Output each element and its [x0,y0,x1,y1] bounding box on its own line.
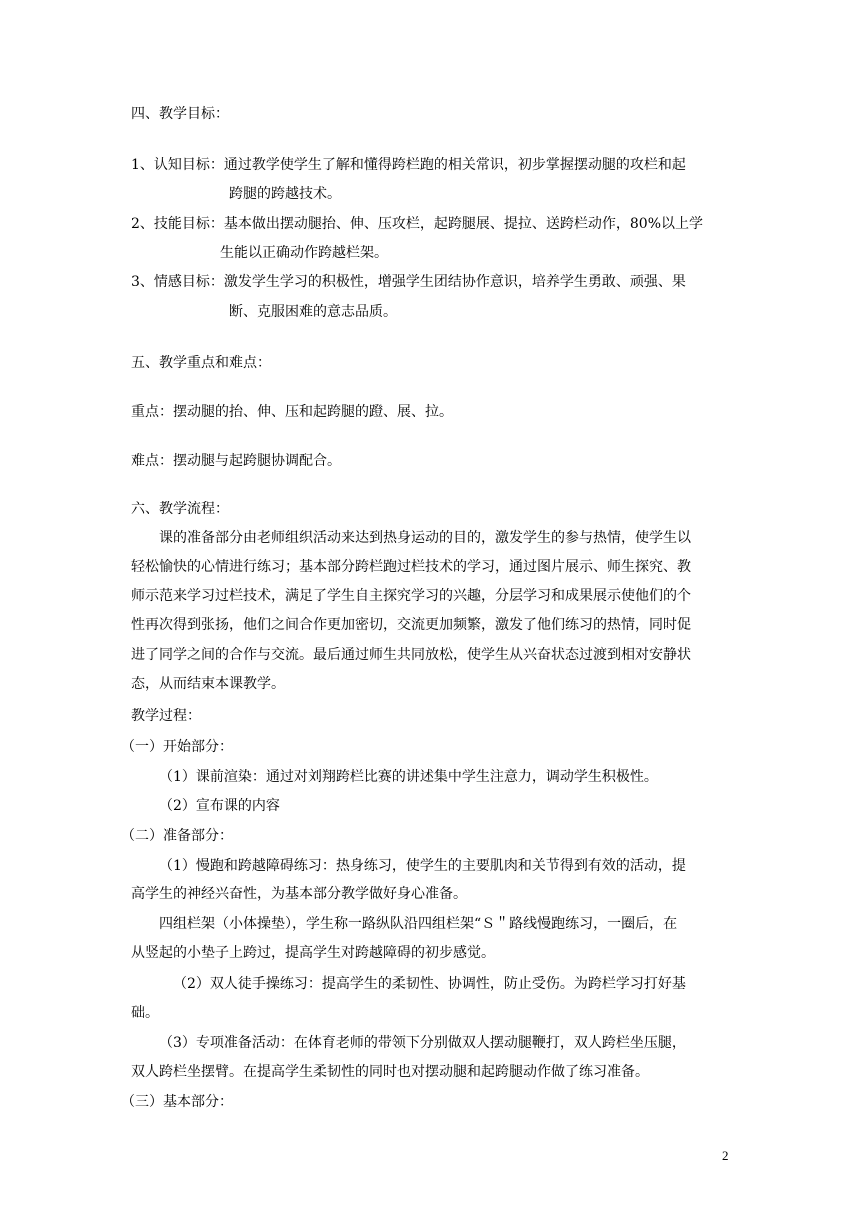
part2-heading: （二）准备部分： [121,828,233,844]
flow-paragraph-line: 态，从而结束本课教学。 [131,676,285,692]
part1-item1: （1）课前渲染：通过对刘翔跨栏比赛的讲述集中学生注意力，调动学生积极性。 [159,769,658,785]
flow-paragraph-line: 课的准备部分由老师组织活动来达到热身运动的目的，激发学生的参与热情，使学生以 [159,530,691,546]
part2-para-line1: 四组栏架（小体操垫），学生称一路纵队沿四组栏架“Ｓ＂路线慢跑练习，一圈后，在 [159,916,678,932]
goal-skill-line1: 2、技能目标：基本做出摆动腿抬、伸、压攻栏，起跨腿展、提拉、送跨栏动作，80%以上学 [131,216,704,232]
page-number: 2 [722,1148,729,1163]
part2-item1-line1: （1）慢跑和跨越障碍练习：热身练习，使学生的主要肌肉和关节得到有效的活动，提 [159,858,686,874]
part2-item3-line1: （3）专项准备活动：在体育老师的带领下分别做双人摆动腿鞭打，双人跨栏坐压腿， [159,1035,686,1051]
difficulty-text: 难点：摆动腿与起跨腿协调配合。 [131,453,341,469]
part2-item1-line2: 高学生的神经兴奋性，为基本部分教学做好身心准备。 [131,886,467,902]
part1-item2: （2）宣布课的内容 [159,798,280,814]
section-heading-teaching-flow: 六、教学流程： [131,501,229,517]
part2-item3-line2: 双人跨栏坐摆臂。在提高学生柔韧性的同时也对摆动腿和起跨腿动作做了练习准备。 [131,1064,649,1080]
part2-item2-line2: 础。 [131,1005,159,1021]
part3-heading: （三）基本部分： [121,1094,233,1110]
flow-paragraph-line: 轻松愉快的心情进行练习；基本部分跨栏跑过栏技术的学习，通过图片展示、师生探究、教 [131,559,691,575]
process-heading: 教学过程： [131,708,201,724]
part2-item2-line1: （2）双人徒手操练习：提高学生的柔韧性、协调性，防止受伤。为跨栏学习打好基 [173,976,686,992]
goal-cognitive-line1: 1、认知目标：通过教学使学生了解和懂得跨栏跑的相关常识，初步掌握摆动腿的攻栏和起 [131,157,686,173]
flow-paragraph-line: 性再次得到张扬，他们之间合作更加密切，交流更加频繁，激发了他们练习的热情，同时促 [131,617,691,633]
goal-cognitive-line2: 跨腿的跨越技术。 [229,186,341,202]
key-point-text: 重点：摆动腿的抬、伸、压和起跨腿的蹬、展、拉。 [131,404,453,420]
section-heading-teaching-goals: 四、教学目标： [131,106,229,122]
goal-emotional-line1: 3、情感目标：激发学生学习的积极性，增强学生团结协作意识，培养学生勇敢、顽强、果 [131,274,686,290]
goal-skill-line2: 生能以正确动作跨越栏架。 [220,245,388,261]
section-heading-key-difficult: 五、教学重点和难点： [131,355,271,371]
goal-emotional-line2: 断、克服困难的意志品质。 [229,304,397,320]
flow-paragraph-line: 师示范来学习过栏技术，满足了学生自主探究学习的兴趣，分层学习和成果展示使他们的个 [131,588,691,604]
flow-paragraph-line: 进了同学之间的合作与交流。最后通过师生共同放松，使学生从兴奋状态过渡到相对安静状 [131,647,691,663]
part1-heading: （一）开始部分： [121,739,233,755]
part2-para-line2: 从竖起的小垫子上跨过，提高学生对跨越障碍的初步感觉。 [131,945,495,961]
